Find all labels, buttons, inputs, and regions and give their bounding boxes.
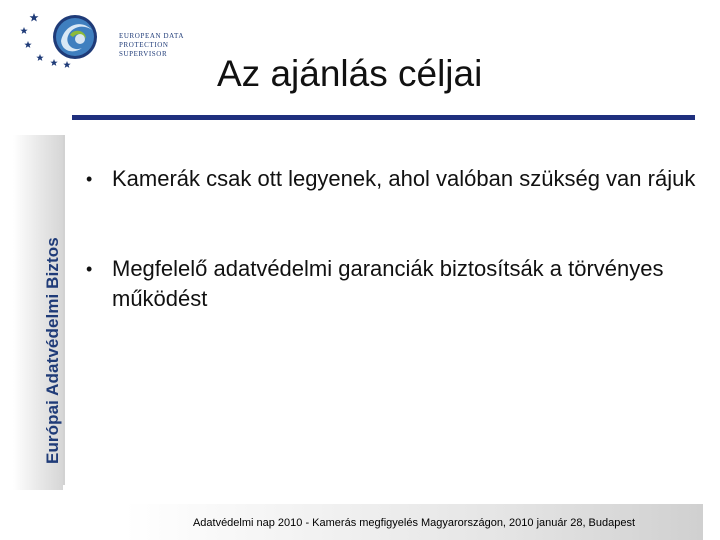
logo-wordmark xyxy=(119,32,198,59)
bullet-list xyxy=(86,164,696,374)
slide-title: Az ajánlás céljai xyxy=(217,53,483,94)
side-divider xyxy=(63,135,65,485)
side-label: Európai Adatvédelmi Biztos xyxy=(43,237,62,464)
footer-bar xyxy=(125,504,703,540)
bullet-icon: • xyxy=(86,169,93,189)
bullet-text: Megfelelő adatvédelmi garanciák biztosítsák a törvényes működést xyxy=(112,256,664,311)
title-underline xyxy=(72,115,695,120)
bullet-text: Kamerák csak ott legyenek, ahol valóban szükség van rájuk xyxy=(112,166,696,191)
logo-line-1: EUROPEAN DATA xyxy=(119,32,184,40)
footer-text: Adatvédelmi nap 2010 - Kamerás megfigyelés Magyarországon, 2010 január 28, Budapest xyxy=(192,517,636,529)
list-item xyxy=(86,164,696,194)
logo-line-2: PROTECTION SUPERVISOR xyxy=(119,41,169,58)
edps-logo xyxy=(18,8,198,70)
bullet-icon: • xyxy=(86,259,93,279)
list-item xyxy=(86,254,696,314)
